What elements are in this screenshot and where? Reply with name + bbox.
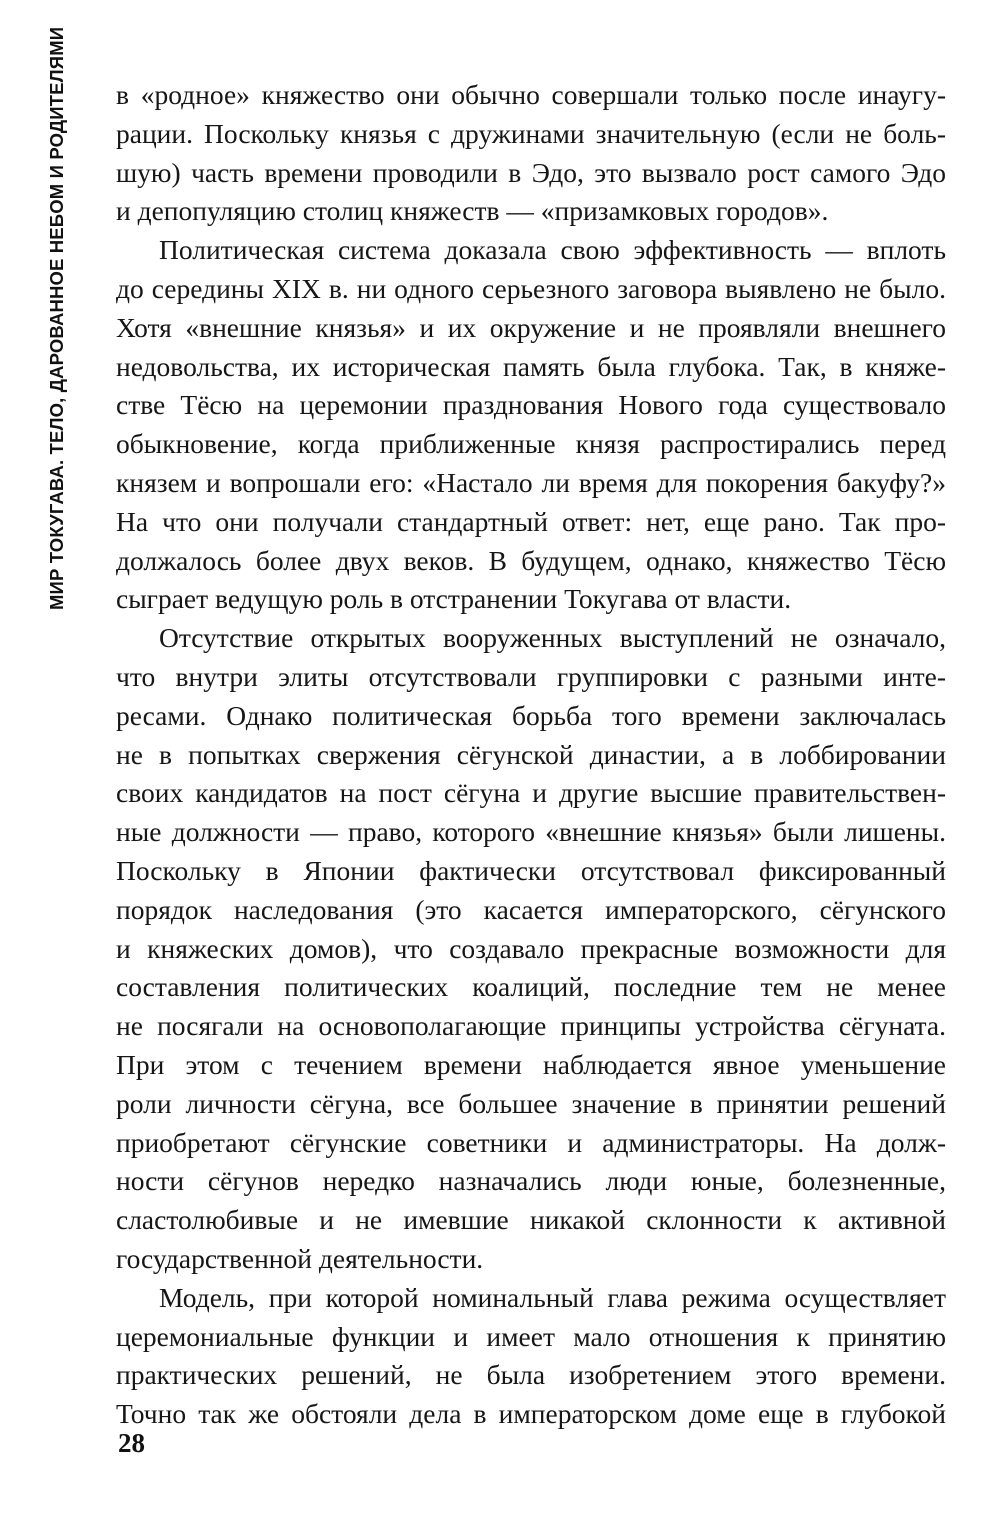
running-head: МИР ТОКУГАВА. ТЕЛО, ДАРОВАННОЕ НЕБОМ И РОДИТЕЛЯМИ: [46, 26, 67, 610]
paragraph: [116, 1279, 946, 1434]
text-line: ности сёгунов нередко назначались люди юные, болезненные,: [116, 1165, 946, 1197]
text-line: недовольства, их историческая память была глубока. Так, в княже-: [116, 350, 946, 382]
text-line: и депопуляцию столиц княжеств — «призамковых городов».: [116, 195, 829, 227]
text-line: государственной деятельности.: [116, 1242, 484, 1274]
text-line: стве Тёсю на церемонии празднования Нового года существовало: [116, 389, 946, 421]
text-line: сыграет ведущую роль в отстранении Токугава от власти.: [116, 583, 792, 615]
text-line: шую) часть времени проводили в Эдо, это вызвало рост самого Эдо: [116, 156, 946, 188]
body-text: [116, 76, 946, 1434]
text-line: Точно так же обстояли дела в императорском доме еще в глубокой: [116, 1398, 946, 1430]
text-line: не в попытках свержения сёгунской династии, а в лоббировании: [116, 738, 946, 770]
page-number: 28: [118, 1428, 145, 1458]
paragraph: [116, 76, 946, 231]
paragraph: [116, 231, 946, 619]
text-line: церемониальные функции и имеет мало отношения к принятию: [116, 1320, 946, 1352]
text-line: не посягали на основополагающие принципы устройства сёгуната.: [116, 1010, 946, 1042]
text-line: обыкновение, когда приближенные князя распростирались перед: [116, 428, 946, 460]
text-line: и княжеских домов), что создавало прекрасные возможности для: [116, 932, 946, 964]
text-line: сластолюбивые и не имевшие никакой склонности к активной: [116, 1204, 946, 1236]
paragraph: [116, 619, 946, 1279]
text-line: до середины XIX в. ни одного серьезного заговора выявлено не было.: [116, 272, 946, 304]
text-line: Поскольку в Японии фактически отсутствовал фиксированный: [116, 854, 946, 886]
text-line: Модель, при которой номинальный глава режима осуществляет: [159, 1281, 946, 1313]
text-line: На что они получали стандартный ответ: нет, еще рано. Так про-: [116, 505, 946, 537]
text-line: Политическая система доказала свою эффективность — вплоть: [159, 234, 946, 266]
text-line: должалось более двух веков. В будущем, однако, княжество Тёсю: [116, 544, 946, 576]
text-line: роли личности сёгуна, все большее значение в принятии решений: [116, 1087, 946, 1119]
text-line: ные должности — право, которого «внешние князья» были лишены.: [116, 816, 946, 848]
text-line: ресами. Однако политическая борьба того времени заключалась: [116, 699, 946, 731]
text-line: Отсутствие открытых вооруженных выступлений не означало,: [159, 622, 946, 654]
text-line: составления политических коалиций, последние тем не менее: [116, 971, 946, 1003]
text-line: рации. Поскольку князья с дружинами значительную (если не боль-: [116, 117, 946, 149]
text-line: практических решений, не была изобретением этого времени.: [116, 1359, 946, 1391]
text-line: что внутри элиты отсутствовали группировки с разными инте-: [116, 660, 946, 692]
text-line: в «родное» княжество они обычно совершали только после инаугу-: [116, 79, 946, 110]
text-line: При этом с течением времени наблюдается явное уменьшение: [116, 1048, 946, 1080]
text-line: порядок наследования (это касается императорского, сёгунского: [116, 893, 946, 925]
text-line: своих кандидатов на пост сёгуна и другие высшие правительствен-: [116, 777, 946, 809]
text-line: приобретают сёгунские советники и администраторы. На долж-: [116, 1126, 946, 1158]
text-line: князем и вопрошали его: «Настало ли время для покорения бакуфу?»: [116, 466, 946, 498]
text-line: Хотя «внешние князья» и их окружение и не проявляли внешнего: [116, 311, 946, 343]
